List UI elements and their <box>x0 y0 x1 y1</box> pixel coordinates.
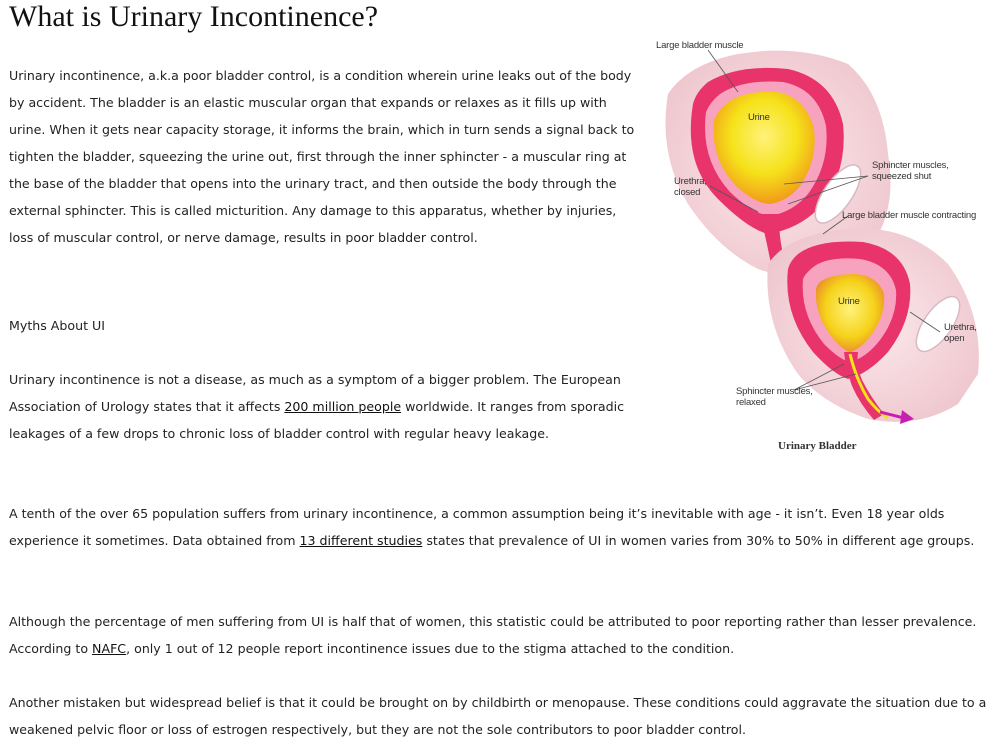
myth-paragraph-4: Another mistaken but widespread belief is that it could be brought on by childbirth or menopause. These conditions could aggravate the situation due to a weakened pelvic floor or loss of estrogen respectively, but they are not the sole contributors to poor bladder control. <box>9 695 987 737</box>
link-200-million-people[interactable]: 200 million people <box>284 399 402 414</box>
intro-paragraph: Urinary incontinence, a.k.a poor bladder control, is a condition wherein urine leaks out of the body by accident. The bladder is an elastic muscular organ that expands or relaxes as it fills up with urine. When it gets near capacity storage, it informs the brain, which in turn sends a signal back to tighten the bladder, squeezing the urine out, first through the inner sphincter - a muscular ring at the base of the bladder that opens into the urinary tract, and then outside the body through the external sphincter. This is called micturition. Any damage to this apparatus, whether by injuries, loss of muscular control, or nerve damage, results in poor bladder control. <box>9 68 635 245</box>
text-segment: Although the percentage of men suffering from UI is half that of women, this statistic could be attributed to poor reporting rather than lesser prevalence. According to <box>9 614 977 656</box>
label-urine-bottom: Urine <box>838 296 860 307</box>
myth-paragraph-3 <box>9 608 987 662</box>
text-segment: Urinary incontinence is not a disease, as much as a symptom of a bigger problem. The European Association of Urology states that it affects <box>9 372 621 414</box>
page-title: What is Urinary Incontinence? <box>9 0 379 33</box>
figure-caption: Urinary Bladder <box>778 440 857 452</box>
label-sphincter-squeezed-2: squeezed shut <box>872 171 932 182</box>
label-sphincter-relaxed-2: relaxed <box>736 397 766 408</box>
label-urethra-open-2: open <box>944 333 965 344</box>
label-urine-top: Urine <box>748 112 770 123</box>
label-urethra-closed-2: closed <box>674 187 701 198</box>
bladder-illustration <box>648 34 984 454</box>
myths-heading: Myths About UI <box>9 318 105 333</box>
bladder-diagram <box>648 34 984 434</box>
myth-paragraph-1 <box>9 366 637 447</box>
label-sphincter-squeezed: Sphincter muscles, <box>872 160 949 171</box>
myth-paragraph-2 <box>9 500 987 554</box>
text-segment: worldwide. It ranges from sporadic leakages of a few drops to chronic loss of bladder control with regular heavy leakage. <box>9 399 625 441</box>
label-urethra-closed: Urethra, <box>674 176 707 187</box>
link-13-different-studies[interactable]: 13 different studies <box>299 533 423 548</box>
link-nafc[interactable]: NAFC <box>92 641 127 656</box>
label-large-bladder-contracting: Large bladder muscle contracting <box>842 210 977 221</box>
text-segment: states that prevalence of UI in women varies from 30% to 50% in different age groups. <box>422 533 975 548</box>
text-segment: , only 1 out of 12 people report incontinence issues due to the stigma attached to the condition. <box>126 641 735 656</box>
label-large-bladder-muscle: Large bladder muscle <box>656 40 744 51</box>
text-segment: A tenth of the over 65 population suffers from urinary incontinence, a common assumption being it’s inevitable with age - it isn’t. Even 18 year olds experience it sometimes. Data obtained from <box>9 506 945 548</box>
label-sphincter-relaxed: Sphincter muscles, <box>736 386 813 397</box>
label-urethra-open: Urethra, <box>944 322 977 333</box>
